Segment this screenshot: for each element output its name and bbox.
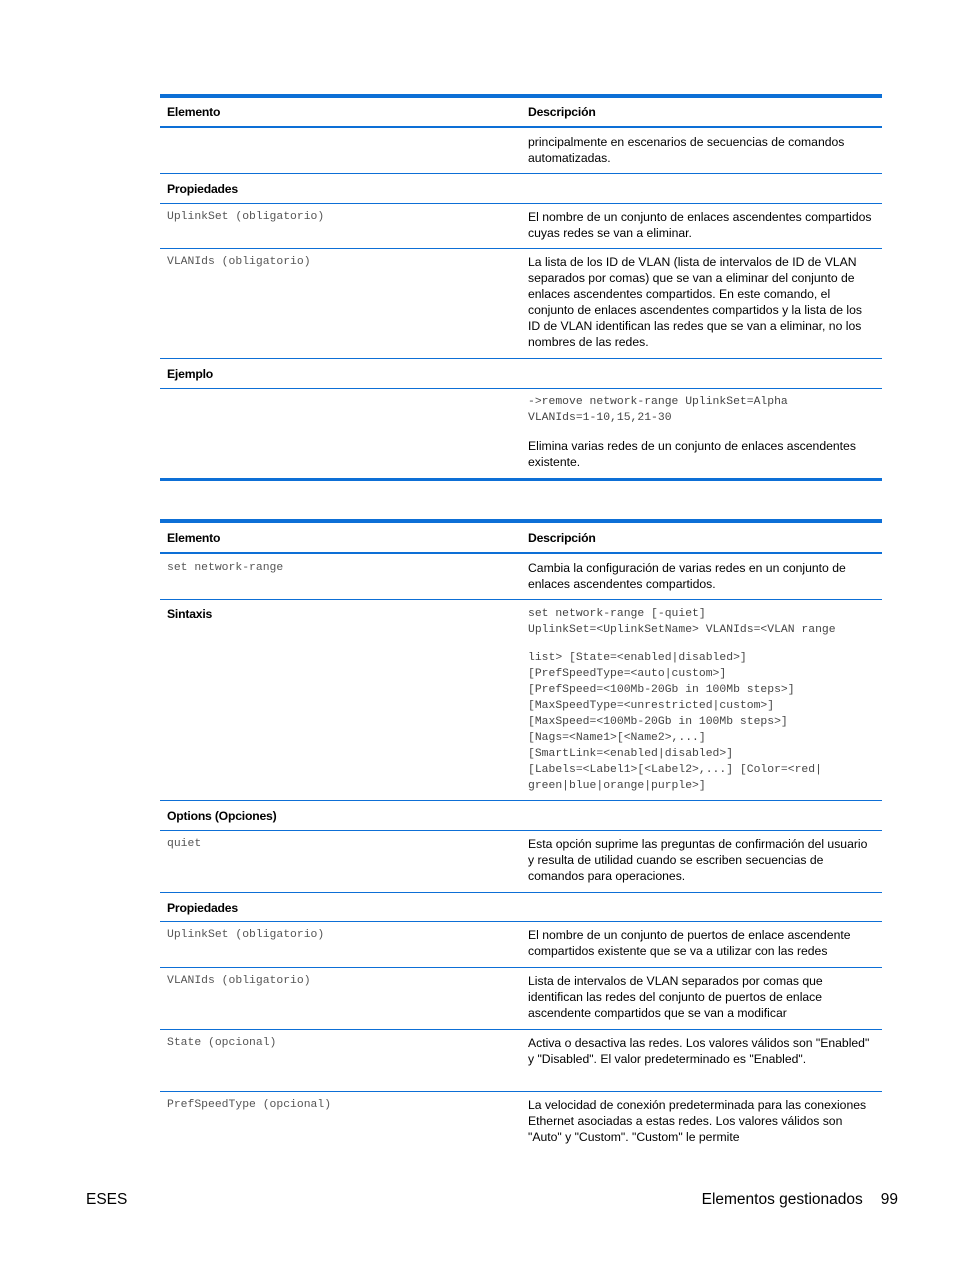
property-name: VLANIds (obligatorio) xyxy=(167,975,311,987)
header-element: Elemento xyxy=(167,530,221,545)
table-bottom-rule xyxy=(160,478,882,481)
syntax-line: green|blue|orange|purple>] xyxy=(528,780,706,792)
syntax-line: [PrefSpeedType=<auto|custom>] xyxy=(528,668,727,680)
section-title: Propiedades xyxy=(167,182,238,196)
footer-locale: ESES xyxy=(86,1191,128,1208)
syntax-line: [Nags=<Name1>[<Name2>,...] xyxy=(528,732,706,744)
property-description: La lista de los ID de VLAN (lista de intervalos de ID de VLAN separados por comas) que se van a eliminar del conjunto de enlaces ascendentes compartidos. En este comando, el conjunto de enlaces ascendentes compartidos y la lista de los ID de VLAN identifican las redes que se van a eliminar, no los nombres de las redes. xyxy=(528,255,863,349)
table-row xyxy=(160,249,882,359)
syntax-line: [SmartLink=<enabled|disabled>] xyxy=(528,748,734,760)
table-remove-network-range xyxy=(160,94,882,481)
table-row xyxy=(160,968,882,1030)
example-code-line: VLANIds=1-10,15,21-30 xyxy=(528,412,672,424)
syntax-label: Sintaxis xyxy=(167,607,213,621)
table-set-network-range xyxy=(160,519,882,1152)
property-name: UplinkSet (obligatorio) xyxy=(167,929,325,941)
syntax-line: [PrefSpeed=<100Mb-20Gb in 100Mb steps>] xyxy=(528,684,795,696)
table-row-example xyxy=(160,389,882,478)
property-description: El nombre de un conjunto de puertos de enlace ascendente compartidos existente que se va a utilizar con las redes xyxy=(528,928,851,958)
section-row-options xyxy=(160,801,882,831)
section-row-properties xyxy=(160,893,882,922)
example-description: Elimina varias redes de un conjunto de enlaces ascendentes existente. xyxy=(528,439,856,469)
table-row xyxy=(160,1030,882,1092)
property-name: VLANIds (obligatorio) xyxy=(167,256,311,268)
table-row xyxy=(160,554,882,600)
section-row-properties xyxy=(160,174,882,204)
table-row xyxy=(160,831,882,893)
property-name: UplinkSet (obligatorio) xyxy=(167,211,325,223)
continuation-text: principalmente en escenarios de secuencias de comandos automatizadas. xyxy=(528,135,845,165)
option-description: Esta opción suprime las preguntas de confirmación del usuario y resulta de utilidad cuando se escriben secuencias de comandos para operaciones. xyxy=(528,837,868,883)
example-code-line: ->remove network-range UplinkSet=Alpha xyxy=(528,396,788,408)
property-description: La velocidad de conexión predeterminada para las conexiones Ethernet asociadas a estas redes. Los valores válidos son "Auto" y "Custom". "Custom" le permite xyxy=(528,1098,867,1144)
section-title: Ejemplo xyxy=(167,367,214,381)
table-row-syntax xyxy=(160,600,882,801)
table-row xyxy=(160,922,882,968)
footer-section xyxy=(702,1191,898,1209)
syntax-line: [Labels=<Label1>[<Label2>,...] [Color=<red| xyxy=(528,764,822,776)
syntax-line: list> [State=<enabled|disabled>] xyxy=(528,652,747,664)
command-description: Cambia la configuración de varias redes en un conjunto de enlaces ascendentes compartidos. xyxy=(528,561,846,591)
syntax-block xyxy=(521,606,882,800)
header-description: Descripción xyxy=(528,530,596,545)
section-title: Options (Opciones) xyxy=(167,809,277,823)
section-title: Propiedades xyxy=(167,901,238,915)
table-header-row xyxy=(160,98,882,128)
option-name: quiet xyxy=(167,838,202,850)
syntax-line: set network-range [-quiet] xyxy=(528,608,706,620)
table-row xyxy=(160,204,882,249)
header-element: Elemento xyxy=(167,105,221,119)
syntax-line: [MaxSpeed=<100Mb-20Gb in 100Mb steps>] xyxy=(528,716,788,728)
section-row-example xyxy=(160,359,882,389)
property-description: Activa o desactiva las redes. Los valores válidos son "Enabled" y "Disabled". El valor predeterminado es "Enabled". xyxy=(528,1036,870,1066)
property-name: PrefSpeedType (opcional) xyxy=(167,1099,332,1111)
syntax-line: [MaxSpeedType=<unrestricted|custom>] xyxy=(528,700,775,712)
footer-section-title: Elementos gestionados xyxy=(701,1191,863,1208)
property-name: State (opcional) xyxy=(167,1037,277,1049)
command-name: set network-range xyxy=(167,562,284,574)
property-description: Lista de intervalos de VLAN separados por comas que identifican las redes del conjunto de puertos de enlace ascendente compartidos que se van a modificar xyxy=(528,974,823,1020)
syntax-line: UplinkSet=<UplinkSetName> VLANIds=<VLAN range xyxy=(528,624,836,636)
property-description: El nombre de un conjunto de enlaces ascendentes compartidos cuyas redes se van a eliminar. xyxy=(528,210,872,240)
table-header-row xyxy=(160,523,882,554)
page-number: 99 xyxy=(880,1191,898,1208)
table-row xyxy=(160,128,882,174)
table-row xyxy=(160,1092,882,1152)
header-description: Descripción xyxy=(528,105,596,119)
